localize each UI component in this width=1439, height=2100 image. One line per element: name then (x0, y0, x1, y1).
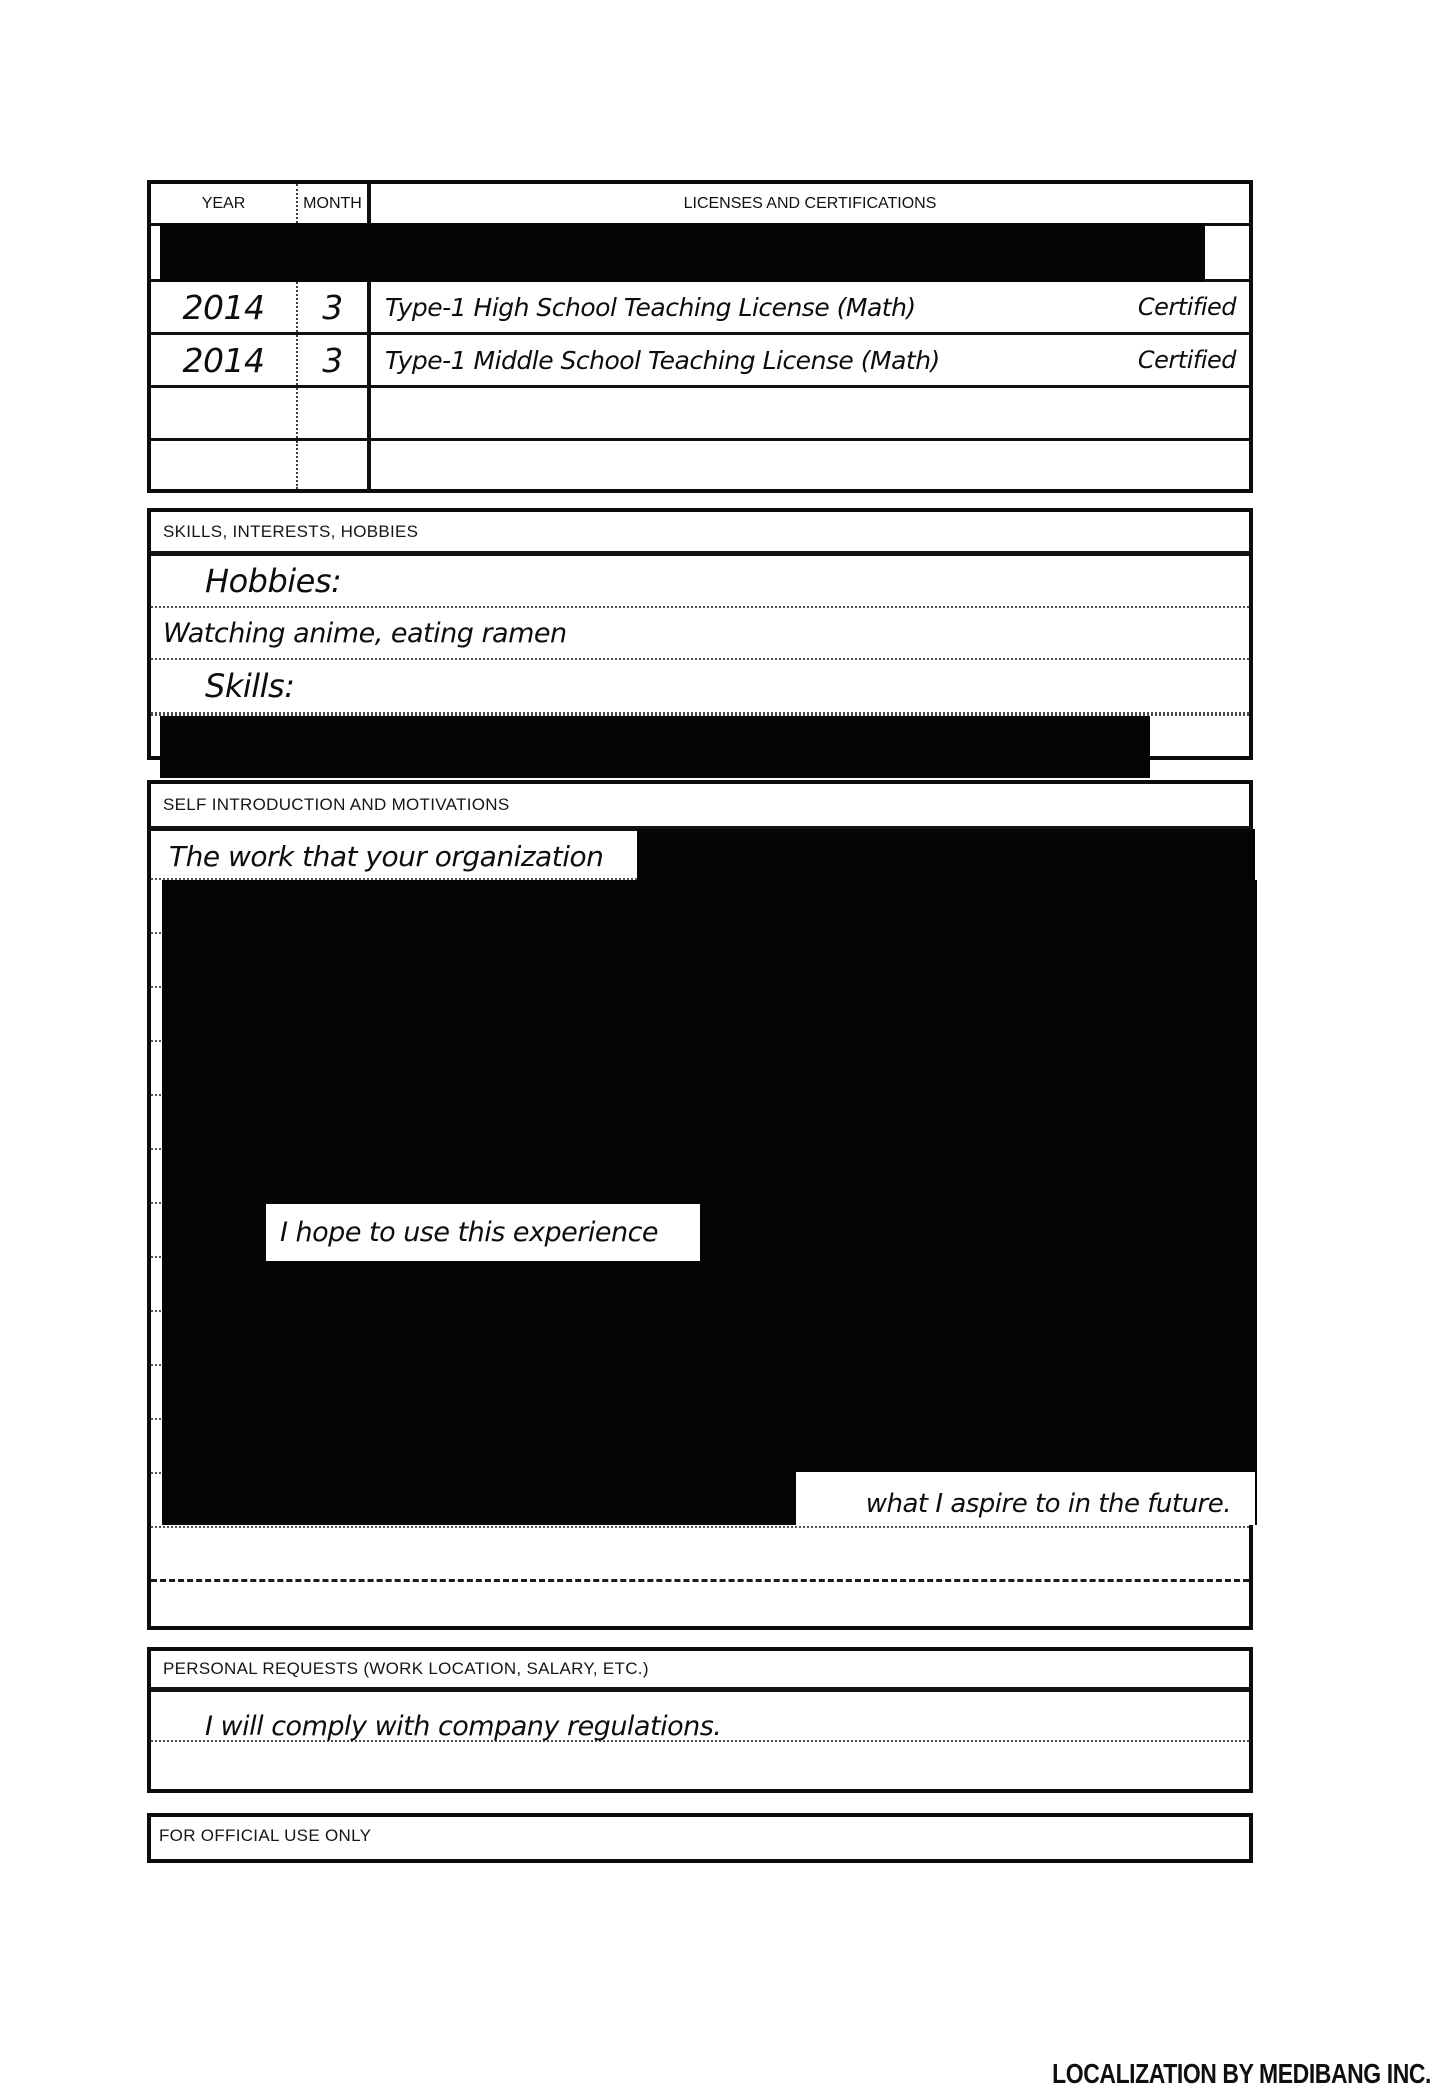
hobbies-label-row (151, 556, 1249, 608)
license-year: 2014 (151, 335, 298, 385)
self-introduction-closing-text: what I aspire to in the future. (865, 1489, 1231, 1519)
licenses-column-header: LICENSES AND CERTIFICATIONS (683, 194, 937, 212)
ruled-line (151, 1582, 1249, 1626)
license-name: Type-1 Middle School Teaching License (Math) (385, 345, 940, 375)
table-row (151, 226, 1249, 282)
self-introduction-header: SELF INTRODUCTION AND MOTIVATIONS (151, 784, 1249, 831)
ruled-line (151, 1528, 1249, 1582)
official-use-header: FOR OFFICIAL USE ONLY (151, 1817, 1249, 1859)
table-row (151, 388, 1249, 441)
hobbies-value-row (151, 608, 1249, 660)
personal-requests-value: I will comply with company regulations. (205, 1711, 722, 1742)
self-introduction-section (147, 780, 1253, 1630)
official-use-section (147, 1813, 1253, 1863)
table-row (151, 441, 1249, 489)
redaction-bar (160, 223, 1205, 282)
hobbies-label: Hobbies: (205, 562, 342, 600)
license-month: 3 (298, 282, 371, 332)
self-introduction-middle-text-patch (266, 1204, 700, 1261)
hobbies-value: Watching anime, eating ramen (163, 617, 567, 649)
month-column-header: MONTH (298, 184, 371, 223)
year-column-header: YEAR (151, 184, 298, 223)
table-row (151, 282, 1249, 335)
license-status: Certified (1137, 293, 1236, 321)
table-row (151, 335, 1249, 388)
self-introduction-opening-text: The work that your organization (169, 840, 604, 873)
license-year: 2014 (151, 282, 298, 332)
licenses-header-row (151, 184, 1249, 226)
personal-requests-section (147, 1647, 1253, 1793)
skills-label-row (151, 660, 1249, 714)
license-status: Certified (1137, 346, 1236, 374)
redaction-block (162, 880, 1257, 1525)
skills-section-header: SKILLS, INTERESTS, HOBBIES (151, 512, 1249, 556)
self-introduction-closing-text-patch (796, 1472, 1255, 1525)
skills-label: Skills: (205, 667, 295, 705)
license-month: 3 (298, 335, 371, 385)
redaction-bar (160, 716, 1150, 778)
skills-section (147, 508, 1253, 760)
self-introduction-middle-text: I hope to use this experience (280, 1217, 659, 1248)
redaction-bar (637, 829, 1255, 886)
localization-credit: LOCALIZATION BY MEDIBANG INC. (1052, 2058, 1431, 2089)
license-name: Type-1 High School Teaching License (Math) (385, 292, 916, 322)
licenses-table (147, 180, 1253, 493)
personal-requests-header: PERSONAL REQUESTS (WORK LOCATION, SALARY, ETC.) (151, 1651, 1249, 1692)
